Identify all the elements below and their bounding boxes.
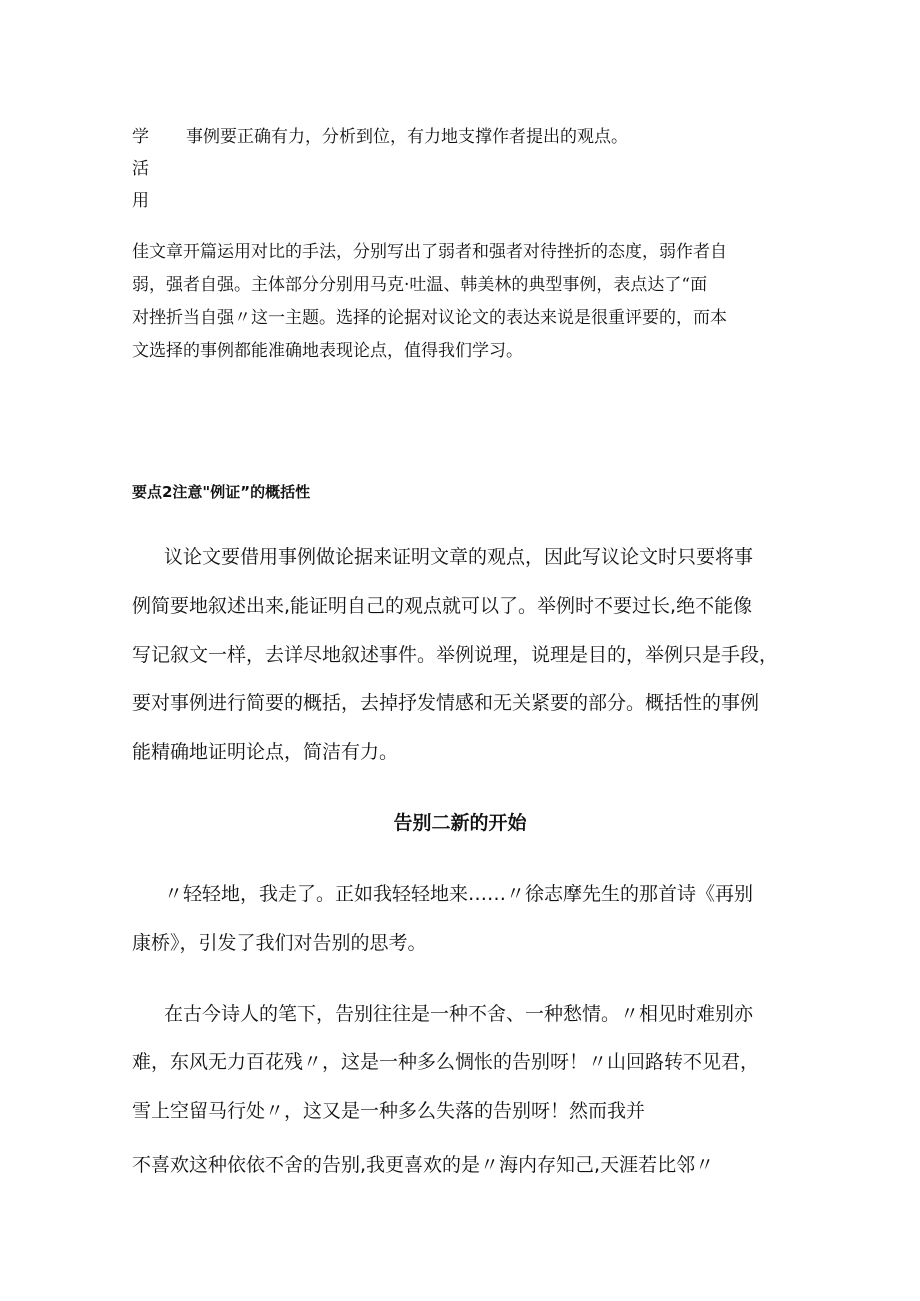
point-paragraph-line-4: 要对事例进行简要的概括，去掉抒发情感和无关紧要的部分。概括性的事例 xyxy=(132,692,760,714)
commentary-line-3: 对挫折当自强〃这一主题。选择的论据对议论文的表达来说是很重评要的，而本 xyxy=(132,308,727,328)
essay-para2-line-3: 雪上空留马行处〃，这又是一种多么失落的告别呀！然而我并 xyxy=(132,1100,646,1122)
essay-title: 告别二新的开始 xyxy=(393,812,527,834)
commentary-line-1: 佳文章开篇运用对比的手法，分别写出了弱者和强者对待挫折的态度，弱作者自 xyxy=(132,242,727,262)
side-label-char-2: 活 xyxy=(132,159,149,179)
side-label-char-1: 学 xyxy=(132,127,149,147)
essay-para2-line-1: 在古今诗人的笔下，告别往往是一种不舍、一种愁情。〃相见时难别亦 xyxy=(164,1003,754,1025)
essay-para2-line-4: 不喜欢这种依依不舍的告别,我更喜欢的是〃海内存知己,天涯若比邻〃 xyxy=(132,1154,715,1176)
commentary-line-4: 文选择的事例都能准确地表现论点，值得我们学习。 xyxy=(132,341,523,361)
side-note: 事例要正确有力，分析到位，有力地支撑作者提出的观点。 xyxy=(186,127,628,147)
point-paragraph-line-1: 议论文要借用事例做论据来证明文章的观点，因此写议论文时只要将事 xyxy=(164,546,754,568)
point-paragraph-line-2: 例简要地叙述出来,能证明自己的观点就可以了。举例时不要过长,绝不能像 xyxy=(132,595,753,617)
essay-para1-line-2: 康桥》，引发了我们对告别的思考。 xyxy=(132,932,427,954)
essay-para1-line-1: 〃轻轻地，我走了。正如我轻轻地来……〃徐志摩先生的那首诗《再别 xyxy=(164,883,754,905)
commentary-line-2: 弱，强者自强。主体部分分别用马克·吐温、韩美林的典型事例，表点达了“面 xyxy=(132,275,708,295)
essay-para2-line-2: 难，东风无力百花残〃，这是一种多么惆怅的告别呀！〃山回路转不见君， xyxy=(132,1051,760,1073)
point-paragraph-line-5: 能精确地证明论点，简洁有力。 xyxy=(132,741,399,763)
point-paragraph-line-3: 写记叙文一样，去详尽地叙述事件。举例说理，说理是目的，举例只是手段， xyxy=(132,644,779,666)
point-title: 要点2注意"例证”的概括性 xyxy=(132,483,311,501)
side-label-char-3: 用 xyxy=(132,191,149,211)
